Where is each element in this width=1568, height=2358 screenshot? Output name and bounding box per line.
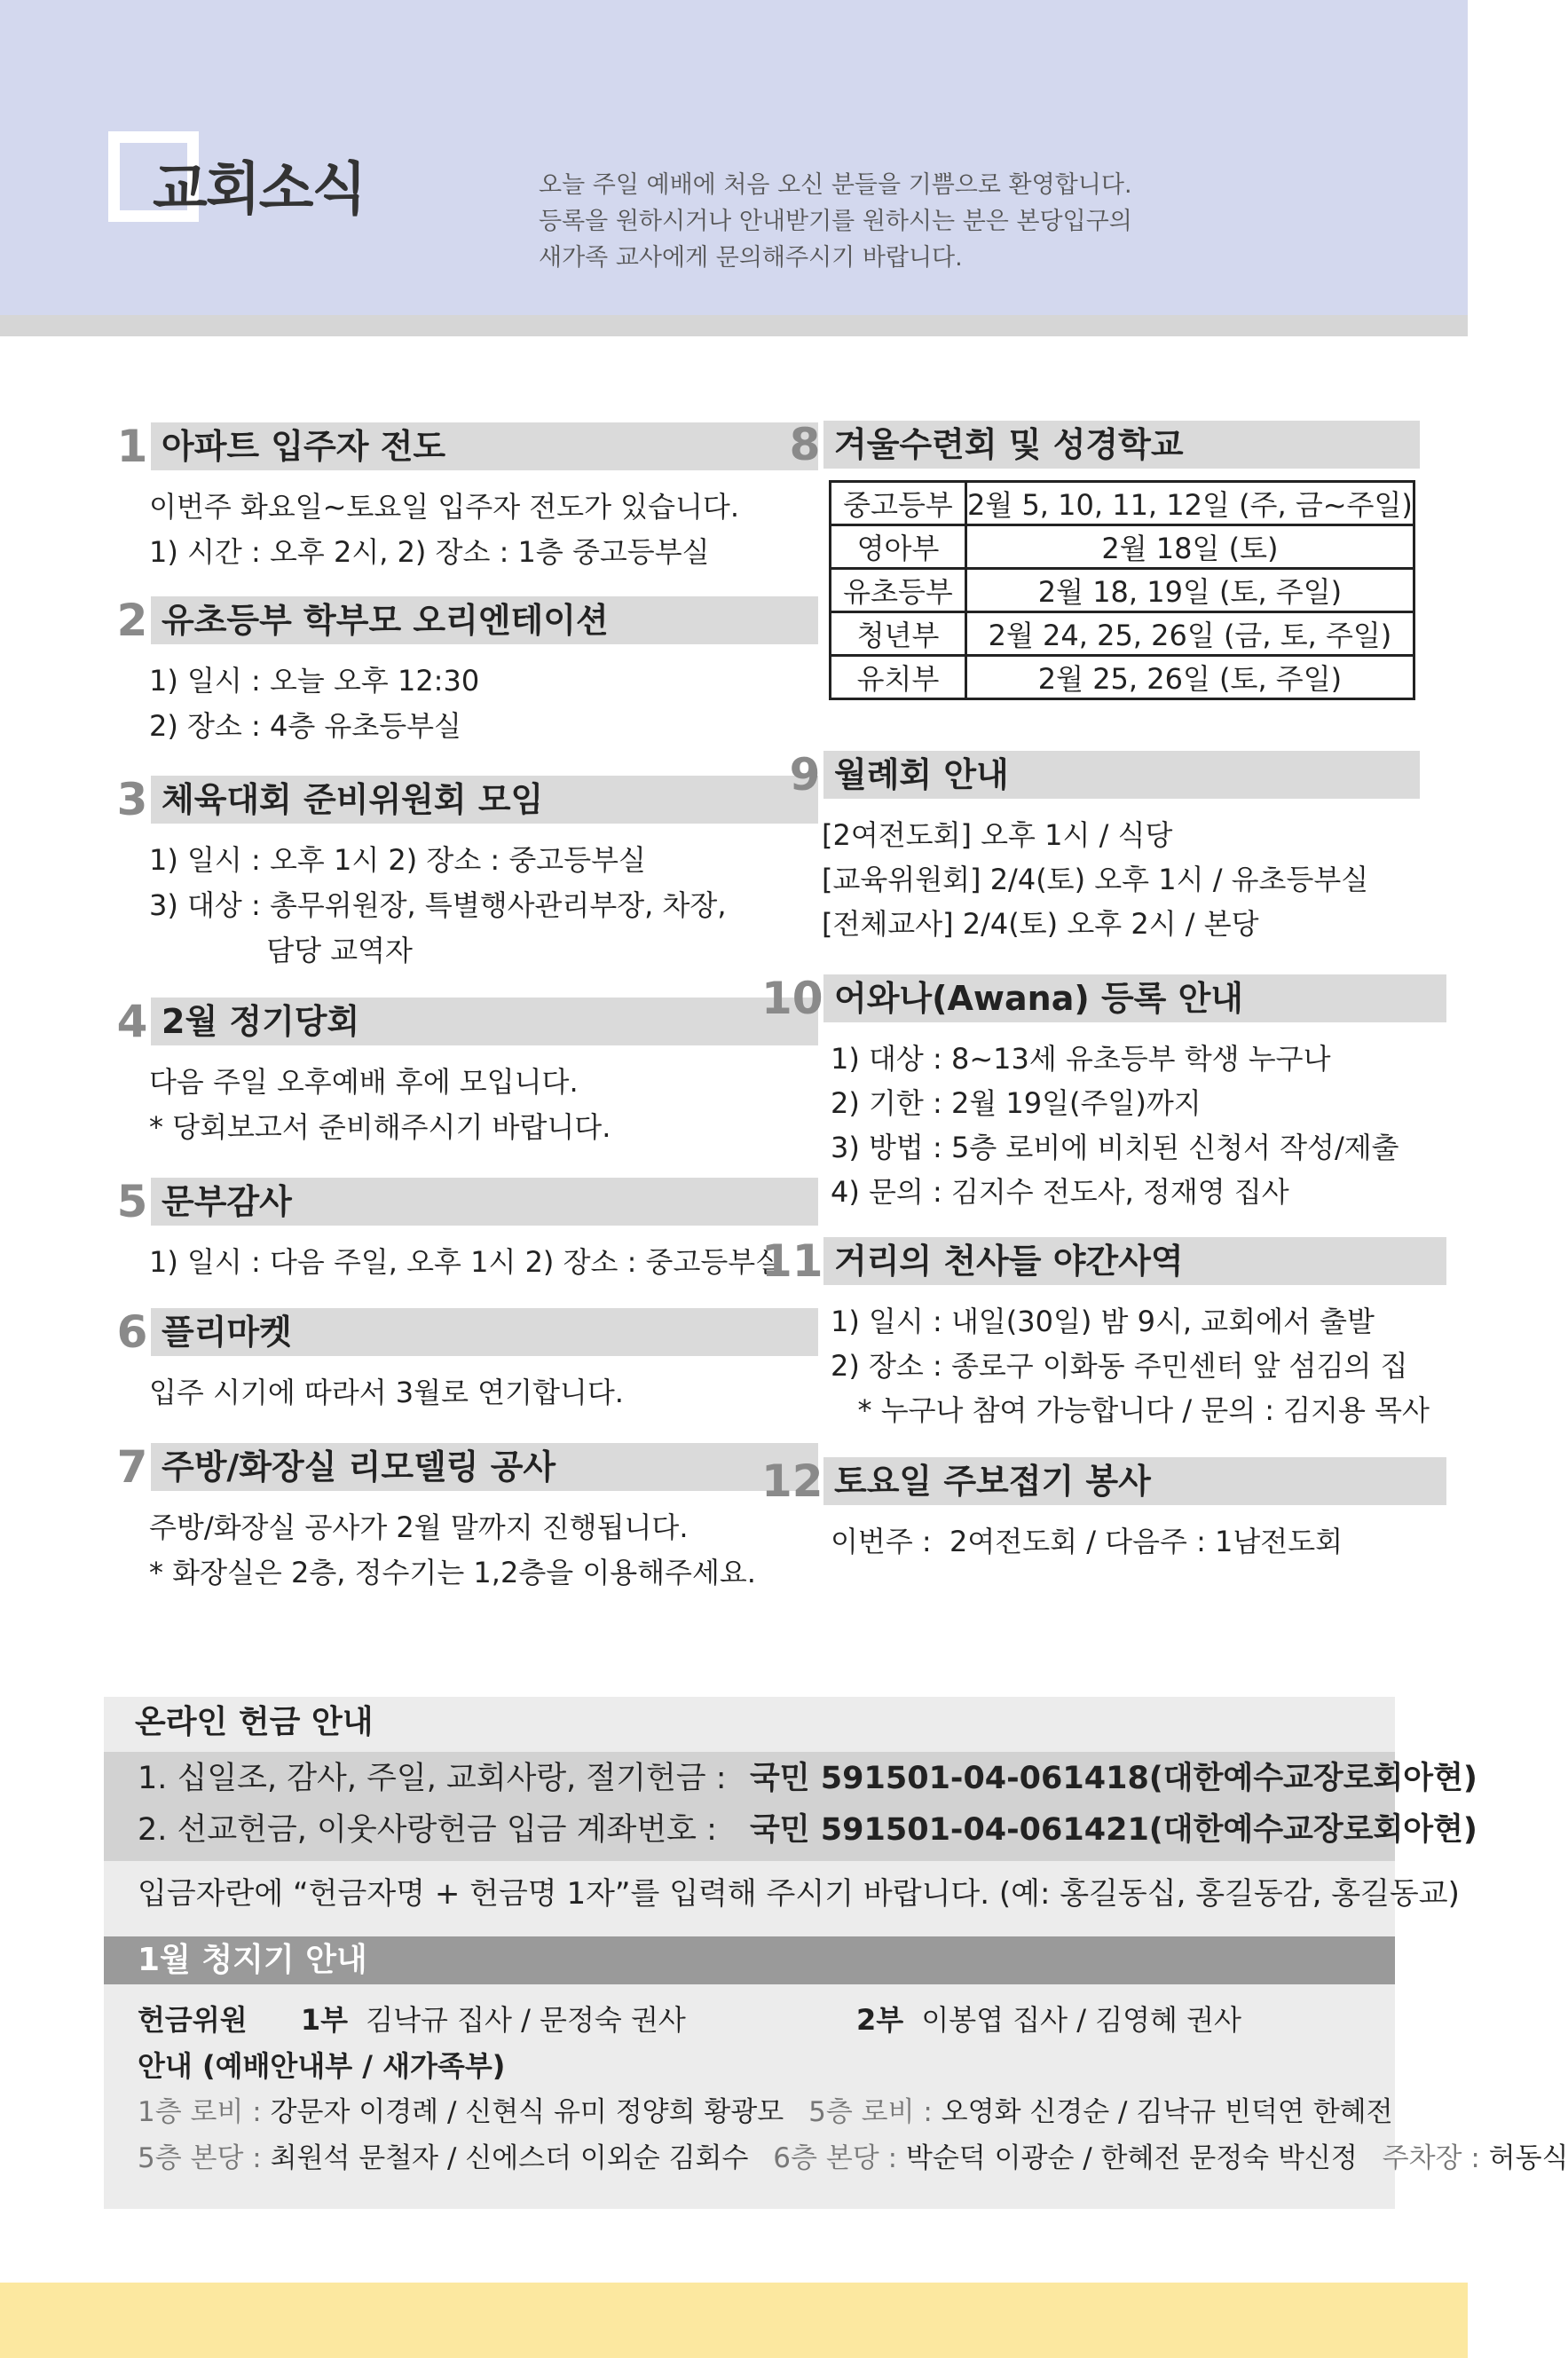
guide-heading	[138, 2043, 505, 2089]
notice-body	[149, 1240, 783, 1285]
notice-number: 12	[761, 1455, 823, 1507]
notice-line: 1) 일시 : 오늘 오후 12:30	[149, 664, 480, 698]
notice-line: 1) 일시 : 오후 1시 2) 장소 : 중고등부실	[149, 843, 646, 877]
service2-label: 2부	[856, 2003, 904, 2037]
notice-number: 4	[116, 996, 148, 1047]
notice-line: 이번주 : 2여전도회 / 다음주 : 1남전도회	[831, 1525, 1343, 1558]
notice-title: 플리마켓	[151, 1308, 818, 1356]
sanctuary-row	[138, 2135, 1568, 2181]
account-label: 2. 선교헌금, 이웃사랑헌금 입금 계좌번호 :	[138, 1812, 717, 1848]
service1-label: 1부	[300, 2003, 349, 2037]
table-row	[831, 656, 1414, 699]
service1-names: 김낙규 집사 / 문정숙 권사	[366, 2003, 686, 2037]
notice-number: 6	[116, 1306, 148, 1358]
duty-title-bar	[104, 1936, 1395, 1984]
dept-cell: 유치부	[831, 656, 966, 699]
notice-number: 8	[789, 419, 821, 470]
notice-body	[149, 1060, 611, 1150]
notice-line: 4) 문의 : 김지수 전도사, 정재영 집사	[831, 1175, 1289, 1209]
welcome-line: 오늘 주일 예배에 처음 오신 분들을 기쁨으로 환영합니다.	[539, 171, 1132, 199]
table-row	[831, 525, 1414, 569]
main6-label: 6층 본당 :	[773, 2142, 898, 2174]
welcome-line: 등록을 원하시거나 안내받기를 원하시는 분은 본당입구의	[539, 208, 1132, 235]
notice-line: [교육위원회] 2/4(토) 오후 1시 / 유초등부실	[822, 863, 1369, 896]
notice-number: 1	[116, 421, 148, 472]
account-row	[138, 1805, 1477, 1855]
notice-body	[831, 1519, 1343, 1565]
notice-title: 2월 정기당회	[151, 998, 818, 1045]
notice-title: 아파트 입주자 전도	[151, 422, 818, 470]
account-row	[138, 1754, 1477, 1803]
date-cell: 2월 25, 26일 (토, 주일)	[966, 656, 1414, 699]
date-cell: 2월 18, 19일 (토, 주일)	[966, 569, 1414, 612]
date-cell: 2월 24, 25, 26일 (금, 토, 주일)	[966, 612, 1414, 656]
table-row	[831, 482, 1414, 525]
footer-band	[0, 2283, 1468, 2358]
date-cell: 2월 18일 (토)	[966, 525, 1414, 569]
page-title: 교회소식	[153, 157, 366, 223]
main5-label: 5층 본당 :	[138, 2142, 262, 2174]
notice-line: 1) 대상 : 8~13세 유초등부 학생 누구나	[831, 1042, 1331, 1076]
offering-panel	[104, 1697, 1568, 2209]
notice-line: * 누구나 참여 가능합니다 / 문의 : 김지용 목사	[831, 1393, 1430, 1427]
notice-body	[822, 813, 1368, 946]
dept-cell: 중고등부	[831, 482, 966, 525]
notice-line: 다음 주일 오후예배 후에 모입니다.	[149, 1065, 579, 1099]
notice-line: [전체교사] 2/4(토) 오후 2시 / 본당	[822, 907, 1259, 941]
notice-body	[831, 1299, 1430, 1432]
notice-line: 주방/화장실 공사가 2월 말까지 진행됩니다.	[149, 1510, 689, 1544]
notice-number: 3	[116, 774, 148, 825]
notice-title: 토요일 주보접기 봉사	[823, 1457, 1446, 1505]
service2-names: 이봉엽 집사 / 김영혜 권사	[921, 2003, 1241, 2037]
welcome-message	[539, 167, 1132, 276]
notice-body	[831, 1037, 1399, 1214]
duty-title: 1월 청지기 안내	[138, 1942, 367, 1978]
notice-number: 2	[116, 595, 148, 646]
account-number: 국민 591501-04-061418(대한예수교장로회아현)	[750, 1761, 1477, 1796]
account-label: 1. 십일조, 감사, 주일, 교회사랑, 절기헌금 :	[138, 1761, 727, 1796]
dept-cell: 청년부	[831, 612, 966, 656]
notice-body	[149, 1505, 756, 1596]
lobby5-names: 오영화 신경순 / 김낙규 빈덕연 한혜전	[941, 2096, 1393, 2128]
offering-title: 온라인 헌금 안내	[135, 1704, 374, 1740]
notice-line: 담당 교역자	[149, 934, 413, 967]
notice-title: 유초등부 학부모 오리엔테이션	[151, 596, 818, 644]
account-number: 국민 591501-04-061421(대한예수교장로회아현)	[750, 1812, 1477, 1848]
main6-names: 박순덕 이광순 / 한혜전 문정숙 박신정	[905, 2142, 1358, 2174]
lobby-row	[138, 2089, 1393, 2135]
service2-row	[856, 1997, 1241, 2043]
notice-body	[149, 485, 739, 575]
guide-label: 안내 (예배안내부 / 새가족부)	[138, 2049, 506, 2083]
lobby5-label: 5층 로비 :	[808, 2096, 933, 2128]
welcome-line: 새가족 교사에게 문의해주시기 바랍니다.	[539, 244, 963, 272]
parking-names: 허동식	[1488, 2142, 1568, 2174]
notice-line: 이번주 화요일~토요일 입주자 전도가 있습니다.	[149, 490, 740, 524]
main5-names: 최원석 문철자 / 신에스더 이외순 김회수	[270, 2142, 749, 2174]
retreat-schedule-table	[829, 480, 1415, 700]
notice-line: 2) 장소 : 종로구 이화동 주민센터 앞 섬김의 집	[831, 1349, 1408, 1383]
header-banner	[0, 0, 1468, 315]
notice-number: 7	[116, 1441, 148, 1493]
notice-title: 체육대회 준비위원회 모임	[151, 776, 818, 824]
notice-line: 2) 기한 : 2월 19일(주일)까지	[831, 1086, 1202, 1120]
notice-line: * 화장실은 2층, 정수기는 1,2층을 이용해주세요.	[149, 1556, 756, 1589]
notice-line: 3) 방법 : 5층 로비에 비치된 신청서 작성/제출	[831, 1131, 1399, 1164]
offering-committee-row	[138, 1997, 686, 2043]
notice-title: 어와나(Awana) 등록 안내	[823, 974, 1446, 1022]
notice-title: 주방/화장실 리모델링 공사	[151, 1443, 818, 1491]
notice-body	[149, 1370, 624, 1416]
notice-number: 11	[761, 1235, 823, 1287]
lobby1-label: 1층 로비 :	[138, 2096, 262, 2128]
date-cell: 2월 5, 10, 11, 12일 (주, 금~주일)	[966, 482, 1414, 525]
notice-title: 월례회 안내	[823, 751, 1420, 799]
notice-body	[149, 659, 479, 749]
table-row	[831, 569, 1414, 612]
notice-title: 겨울수련회 및 성경학교	[823, 421, 1420, 469]
dept-cell: 영아부	[831, 525, 966, 569]
notice-number: 5	[116, 1176, 148, 1227]
notice-number: 10	[761, 973, 823, 1024]
dept-cell: 유초등부	[831, 569, 966, 612]
notice-title: 거리의 천사들 야간사역	[823, 1237, 1446, 1285]
notice-line: 1) 시간 : 오후 2시, 2) 장소 : 1층 중고등부실	[149, 535, 710, 569]
notice-line: 1) 일시 : 다음 주일, 오후 1시 2) 장소 : 중고등부실	[149, 1245, 784, 1279]
notice-title: 문부감사	[151, 1178, 818, 1226]
lobby1-names: 강문자 이경례 / 신현식 유미 정양희 황광모	[270, 2096, 784, 2128]
offering-committee-label: 헌금위원	[138, 2003, 248, 2037]
header-divider	[0, 315, 1468, 336]
notice-line: [2여전도회] 오후 1시 / 식당	[822, 818, 1173, 852]
notice-line: 입주 시기에 따라서 3월로 연기합니다.	[149, 1376, 624, 1409]
notice-number: 9	[789, 749, 821, 800]
table-row	[831, 612, 1414, 656]
notice-line: 2) 장소 : 4층 유초등부실	[149, 709, 461, 743]
deposit-note: 입금자란에 “헌금자명 + 헌금명 1자”를 입력해 주시기 바랍니다. (예: 홍길동십, 홍길동감, 홍길동교)	[138, 1876, 1460, 1912]
parking-label: 주차장 :	[1382, 2142, 1480, 2174]
notice-line: 1) 일시 : 내일(30일) 밤 9시, 교회에서 출발	[831, 1305, 1375, 1338]
notice-line: 3) 대상 : 총무위원장, 특별행사관리부장, 차장,	[149, 888, 727, 922]
notice-line: * 당회보고서 준비해주시기 바랍니다.	[149, 1110, 611, 1144]
notice-body	[149, 838, 727, 974]
